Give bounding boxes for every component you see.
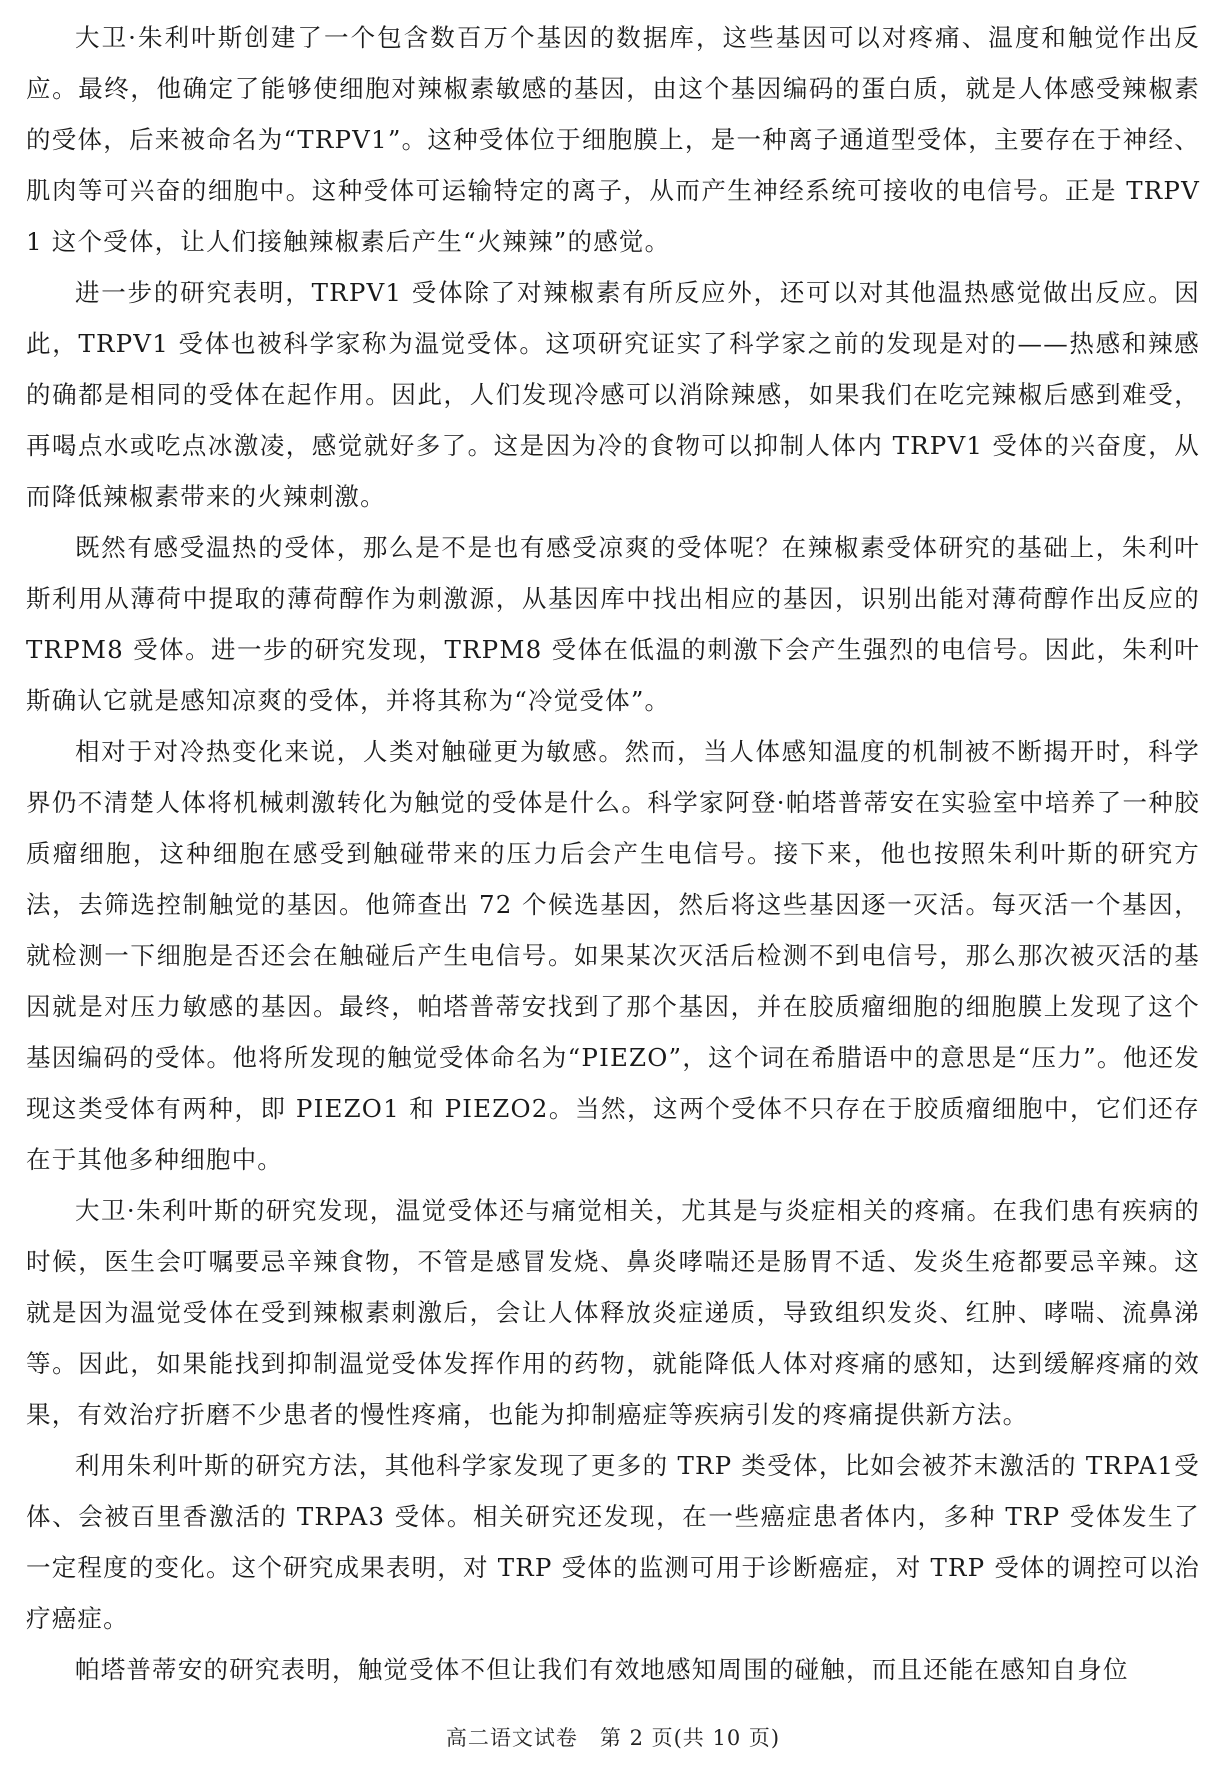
paragraph-6: 利用朱利叶斯的研究方法，其他科学家发现了更多的 TRP 类受体，比如会被芥末激活的 TRPA1受体、会被百里香激活的 TRPA3 受体。相关研究还发现，在一些癌症患者体内，多种 TRP 受体发生了一定程度的变化。这个研究成果表明，对 TRP 受体的监测可用于诊断癌症，对 TRP 受体的调控可以治疗癌症。 [26,1451,1200,1633]
page-footer: 高二语文试卷 第 2 页(共 10 页) [445,1726,781,1750]
paragraph-1: 大卫·朱利叶斯创建了一个包含数百万个基因的数据库，这些基因可以对疼痛、温度和触觉作出反应。最终，他确定了能够使细胞对辣椒素敏感的基因，由这个基因编码的蛋白质，就是人体感受辣椒素的受体，后来被命名为“TRPV1”。这种受体位于细胞膜上，是一种离子通道型受体，主要存在于神经、肌肉等可兴奋的细胞中。这种受体可运输特定的离子，从而产生神经系统可接收的电信号。正是 TRPV1 这个受体，让人们接触辣椒素后产生“火辣辣”的感觉。 [26,23,1200,256]
document-body [26,12,1200,1712]
paragraph-3: 既然有感受温热的受体，那么是不是也有感受凉爽的受体呢？在辣椒素受体研究的基础上，朱利叶斯利用从薄荷中提取的薄荷醇作为刺激源，从基因库中找出相应的基因，识别出能对薄荷醇作出反应的 TRPM8 受体。进一步的研究发现，TRPM8 受体在低温的刺激下会产生强烈的电信号。因此，朱利叶斯确认它就是感知凉爽的受体，并将其称为“冷觉受体”。 [26,533,1200,715]
paragraph-5: 大卫·朱利叶斯的研究发现，温觉受体还与痛觉相关，尤其是与炎症相关的疼痛。在我们患有疾病的时候，医生会叮嘱要忌辛辣食物，不管是感冒发烧、鼻炎哮喘还是肠胃不适、发炎生疮都要忌辛辣。这就是因为温觉受体在受到辣椒素刺激后，会让人体释放炎症递质，导致组织发炎、红肿、哮喘、流鼻涕等。因此，如果能找到抑制温觉受体发挥作用的药物，就能降低人体对疼痛的感知，达到缓解疼痛的效果，有效治疗折磨不少患者的慢性疼痛，也能为抑制癌症等疾病引发的疼痛提供新方法。 [26,1196,1200,1429]
paragraph-7: 帕塔普蒂安的研究表明，触觉受体不但让我们有效地感知周围的碰触，而且还能在感知自身位 [75,1655,1129,1684]
paragraph-4: 相对于对冷热变化来说，人类对触碰更为敏感。然而，当人体感知温度的机制被不断揭开时，科学界仍不清楚人体将机械刺激转化为触觉的受体是什么。科学家阿登·帕塔普蒂安在实验室中培养了一种胶质瘤细胞，这种细胞在感受到触碰带来的压力后会产生电信号。接下来，他也按照朱利叶斯的研究方法，去筛选控制触觉的基因。他筛查出 72 个候选基因，然后将这些基因逐一灭活。每灭活一个基因，就检测一下细胞是否还会在触碰后产生电信号。如果某次灭活后检测不到电信号，那么那次被灭活的基因就是对压力敏感的基因。最终，帕塔普蒂安找到了那个基因，并在胶质瘤细胞的细胞膜上发现了这个基因编码的受体。他将所发现的触觉受体命名为“PIEZO”，这个词在希腊语中的意思是“压力”。他还发现这类受体有两种，即 PIEZO1 和 PIEZO2。当然，这两个受体不只存在于胶质瘤细胞中，它们还存在于其他多种细胞中。 [26,737,1200,1174]
paragraph-2: 进一步的研究表明，TRPV1 受体除了对辣椒素有所反应外，还可以对其他温热感觉做出反应。因此，TRPV1 受体也被科学家称为温觉受体。这项研究证实了科学家之前的发现是对的——热感和辣感的确都是相同的受体在起作用。因此，人们发现冷感可以消除辣感，如果我们在吃完辣椒后感到难受，再喝点水或吃点冰激凌，感觉就好多了。这是因为冷的食物可以抑制人体内 TRPV1 受体的兴奋度，从而降低辣椒素带来的火辣刺激。 [26,278,1200,511]
